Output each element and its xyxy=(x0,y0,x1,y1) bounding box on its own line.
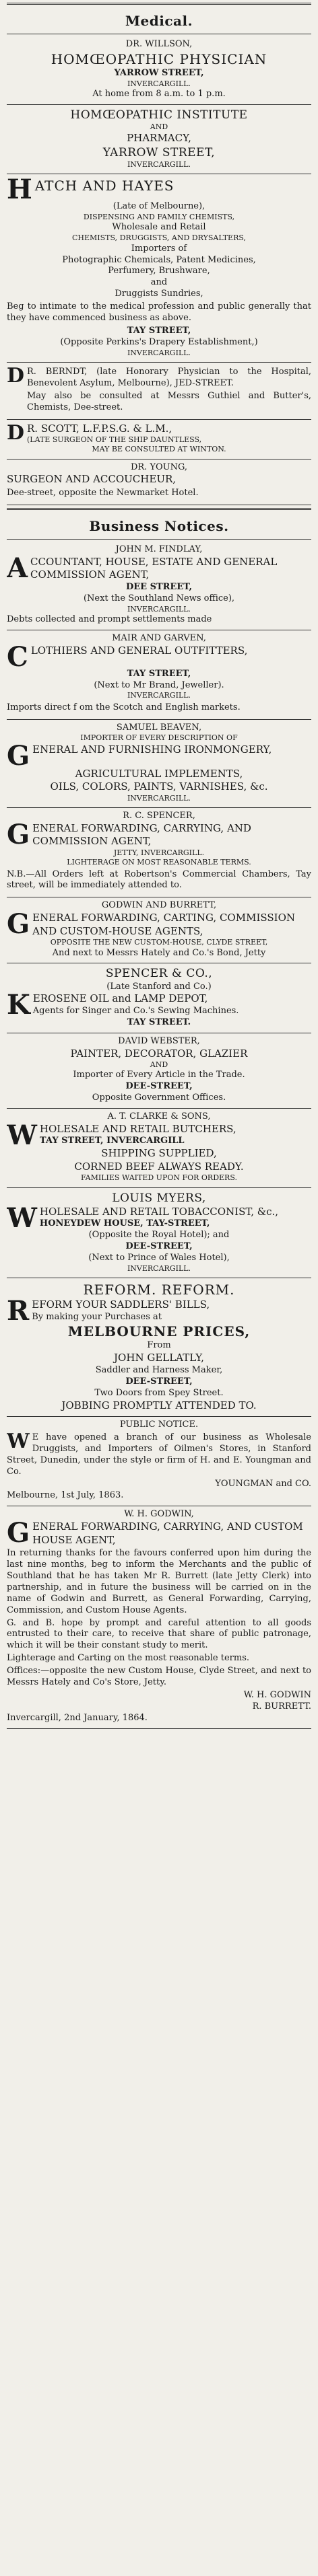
ad-title: ENERAL FORWARDING, CARTING, COMMISSION AND CUSTOM-HOUSE AGENTS, xyxy=(32,912,296,937)
ad-street: DEE-STREET, xyxy=(125,1241,193,1251)
ad-date: Invercargill, 2nd January, 1864. xyxy=(7,1712,148,1723)
ad-body: Debts collected and prompt settlements made xyxy=(7,614,212,624)
ad-signature: YOUNGMAN and CO. xyxy=(215,1479,311,1489)
ad-body: Beg to intimate to the medical profession and public generally that they have commenced business as above. xyxy=(7,301,311,323)
ad-body: Dee-street, opposite the Newmarket Hotel. xyxy=(7,487,199,498)
ad-street: TAY STREET, xyxy=(127,325,191,336)
ad-body: May also be consulted at Messrs Guthiel and Butter's, Chemists, Dee-street. xyxy=(27,390,311,412)
ad-street: DEE-STREET, xyxy=(125,1376,193,1387)
drop-cap: R xyxy=(7,1295,30,1327)
ad-line: And next to Messrs Hately and Co.'s Bond, Jetty xyxy=(52,947,266,958)
ad-street: YARROW STREET, xyxy=(102,145,216,159)
ad-clarke xyxy=(7,1109,311,1188)
ad-line: Saddler and Harness Maker, xyxy=(95,1364,223,1375)
drop-cap: H xyxy=(7,174,32,206)
divider xyxy=(7,539,311,540)
ad-line: Importer of Every Article in the Trade. xyxy=(73,1070,245,1080)
ad-name: DR. YOUNG, xyxy=(130,462,188,472)
ad-public-notice xyxy=(7,1417,311,1506)
ad-line: JETTY, INVERCARGILL. xyxy=(113,848,205,857)
ad-title: HOLESALE AND RETAIL TOBACCONIST, &c., xyxy=(39,1205,279,1218)
ad-body: Offices:—opposite the new Custom House, Clyde Street, and next to Messrs Hately and Co's Store, Jetty. xyxy=(7,1666,311,1687)
ad-line: MELBOURNE PRICES, xyxy=(67,1323,251,1340)
ad-line: CORNED BEEF ALWAYS READY. xyxy=(74,1160,244,1173)
drop-cap: G xyxy=(7,818,30,850)
ad-name: JOHN GELLATLY, xyxy=(114,1352,204,1364)
drop-cap: A xyxy=(7,552,28,584)
ad-line: Druggists Sundries, xyxy=(115,289,203,299)
ad-name: DR. WILLSON, xyxy=(125,39,193,49)
divider xyxy=(7,3,311,5)
ad-signature: W. H. GODWIN xyxy=(243,1689,311,1700)
ad-webster xyxy=(7,1033,311,1109)
ad-title: EFORM YOUR SADDLERS' BILLS, xyxy=(32,1298,210,1311)
ad-name: SPENCER & CO., xyxy=(105,967,213,981)
ad-scott xyxy=(7,420,311,459)
ad-town: INVERCARGILL. xyxy=(127,793,191,803)
ad-body: Imports direct f om the Scotch and English markets. xyxy=(7,702,241,712)
ad-heading: REFORM. REFORM. xyxy=(83,1282,235,1298)
ad-name: MAIR AND GARVEN, xyxy=(112,632,206,643)
ad-findlay xyxy=(7,542,311,630)
ad-line: (Late of Melbourne), xyxy=(113,201,205,212)
ad-line: (Late Stanford and Co.) xyxy=(106,981,212,992)
ad-title: CCOUNTANT, HOUSE, ESTATE AND GENERAL COMMISSION AGENT, xyxy=(30,555,278,581)
ad-street: YARROW STREET, xyxy=(114,67,204,78)
drop-cap: W xyxy=(7,1202,37,1234)
ad-line: HONEYDEW HOUSE, TAY-STREET, xyxy=(39,1218,210,1229)
ad-street: DEE-STREET, xyxy=(125,1081,193,1092)
ad-title: R. SCOTT, L.F.P.S.G. & L.M., xyxy=(27,422,172,435)
ad-godwin-burrett xyxy=(7,897,311,963)
section-heading-medical: Medical. xyxy=(125,13,193,29)
ad-line: CHEMISTS, DRUGGISTS, AND DRYSALTERS, xyxy=(71,233,247,243)
ad-body: N.B.—All Orders left at Robertson's Commercial Chambers, Tay street, will be immediately attended to. xyxy=(7,869,311,891)
ad-name: LOUIS MYERS, xyxy=(112,1191,206,1205)
ad-berndt xyxy=(7,363,311,420)
ad-line: By making your Purchases at xyxy=(32,1311,162,1322)
ad-town: INVERCARGILL. xyxy=(127,604,191,614)
ad-street: DEE STREET, xyxy=(125,581,193,592)
ad-title: LOTHIERS AND GENERAL OUTFITTERS, xyxy=(30,644,248,657)
ad-reform xyxy=(7,1278,311,1417)
ad-heading: PUBLIC NOTICE. xyxy=(119,1420,199,1430)
ad-line: (Opposite Perkins's Drapery Establishment,) xyxy=(60,336,258,347)
ad-signature: R. BURRETT. xyxy=(252,1701,311,1712)
ad-date: Melbourne, 1st July, 1863. xyxy=(7,1490,124,1501)
ad-title: HOLESALE AND RETAIL BUTCHERS, xyxy=(39,1122,236,1135)
ad-line: Importers of xyxy=(131,243,187,254)
section-heading-business: Business Notices. xyxy=(89,517,229,534)
ad-line: AND xyxy=(150,122,168,132)
ad-line: LIGHTERAGE ON MOST REASONABLE TERMS. xyxy=(67,858,251,867)
ad-myers xyxy=(7,1188,311,1278)
ad-town: INVERCARGILL. xyxy=(127,1263,191,1273)
ad-beaven xyxy=(7,720,311,808)
ad-title: EROSENE OIL and LAMP DEPOT, xyxy=(32,992,208,1005)
ad-line: OILS, COLORS, PAINTS, VARNISHES, &c. xyxy=(50,780,268,793)
ad-line: (Next to Prince of Wales Hotel), xyxy=(88,1252,230,1263)
ad-spencer xyxy=(7,808,311,897)
ad-town: INVERCARGILL. xyxy=(127,691,191,700)
ad-line: Opposite Government Offices. xyxy=(92,1093,226,1103)
ad-street: TAY STREET, xyxy=(127,668,191,679)
drop-cap: G xyxy=(7,908,30,941)
ad-line: SHIPPING SUPPLIED, xyxy=(101,1147,217,1160)
drop-cap: G xyxy=(7,739,30,772)
ad-line: FAMILIES WAITED UPON FOR ORDERS. xyxy=(81,1173,237,1183)
ad-willson xyxy=(7,36,311,105)
ad-title: HOMŒOPATHIC INSTITUTE xyxy=(70,108,248,122)
ad-title: ENERAL FORWARDING, CARRYING, AND COMMISSION AGENT, xyxy=(32,821,251,848)
ad-line: OPPOSITE THE NEW CUSTOM-HOUSE, CLYDE STREET, xyxy=(50,938,268,947)
ad-line: AGRICULTURAL IMPLEMENTS, xyxy=(75,767,243,780)
ad-line: (Next the Southland News office), xyxy=(83,593,235,603)
drop-cap: D xyxy=(7,363,25,388)
drop-cap: C xyxy=(7,640,28,673)
ad-line: From xyxy=(147,1340,171,1351)
ad-line: Wholesale and Retail xyxy=(112,222,206,233)
ad-body: G. and B. hope by prompt and careful attention to all goods entrusted to their care, to receive that share of public patronage, which it will be their constant study to merit. xyxy=(7,1617,311,1651)
ad-mair-garven xyxy=(7,630,311,720)
ad-body: R. BERNDT, (late Honorary Physician to the Hospital, Benevolent Asylum, Melbourne), JED-STREET. xyxy=(27,366,311,388)
ad-title: ENERAL AND FURNISHING IRONMONGERY, xyxy=(32,743,272,756)
ad-name: JOHN M. FINDLAY, xyxy=(115,544,203,554)
ad-line: IMPORTER OF EVERY DESCRIPTION OF xyxy=(80,733,238,743)
ad-name: W. H. GODWIN, xyxy=(124,1509,194,1520)
ad-title: SURGEON AND ACCOUCHEUR, xyxy=(7,473,177,486)
drop-cap: W xyxy=(7,1119,37,1151)
drop-cap: K xyxy=(7,989,30,1021)
ad-line: (Next to Mr Brand, Jeweller). xyxy=(94,679,224,690)
ad-line: Two Doors from Spey Street. xyxy=(94,1387,224,1398)
ad-line: MAY BE CONSULTED AT WINTON. xyxy=(92,445,226,454)
ad-line: PHARMACY, xyxy=(127,132,191,145)
ad-town: INVERCARGILL. xyxy=(127,79,191,88)
ad-young xyxy=(7,459,311,505)
ad-title: ATCH AND HAYES xyxy=(34,178,174,194)
ad-title: PAINTER, DECORATOR, GLAZIER xyxy=(70,1047,248,1060)
ad-line: (LATE SURGEON OF THE SHIP DAUNTLESS, xyxy=(27,435,202,444)
drop-cap: W xyxy=(7,1429,30,1453)
ad-name: A. T. CLARKE & SONS, xyxy=(107,1111,211,1122)
ad-line: Photographic Chemicals, Patent Medicines, xyxy=(62,254,256,265)
newspaper-column xyxy=(7,0,311,2563)
ad-town: INVERCARGILL. xyxy=(127,348,191,357)
ad-street: TAY STREET. xyxy=(127,1017,191,1027)
drop-cap: G xyxy=(7,1517,30,1549)
ad-line: JOBBING PROMPTLY ATTENDED TO. xyxy=(61,1399,257,1411)
divider xyxy=(7,508,311,510)
ad-h-godwin xyxy=(7,1506,311,1728)
ad-body: In returning thanks for the favours conferred upon him during the last nine months, beg to inform the Merchants and the public of Southland that he has taken Mr R. Burrett (late Jetty Clerk) into partnership, and in future the business will be carried on in the name of Godwin and Burrett, as General Forwarding, Carrying, Commission, and Custom House Agents. xyxy=(7,1548,311,1615)
ad-name: SAMUEL BEAVEN, xyxy=(116,722,202,733)
ad-institute xyxy=(7,105,311,174)
ad-line: (Opposite the Royal Hotel); and xyxy=(88,1230,230,1241)
ad-name: DAVID WEBSTER, xyxy=(118,1035,200,1046)
ad-name: R. C. SPENCER, xyxy=(123,811,195,821)
ad-line: Agents for Singer and Co.'s Sewing Machines. xyxy=(32,1005,239,1016)
ad-name: GODWIN AND BURRETT, xyxy=(101,900,217,911)
ad-line: Perfumery, Brushware, xyxy=(108,266,210,277)
ad-line: DISPENSING AND FAMILY CHEMISTS, xyxy=(83,213,235,222)
drop-cap: D xyxy=(7,420,25,445)
ad-hatch-hayes xyxy=(7,174,311,363)
ad-line: TAY STREET, INVERCARGILL xyxy=(39,1136,185,1146)
ad-town: INVERCARGILL. xyxy=(127,159,191,169)
ad-title: HOMŒOPATHIC PHYSICIAN xyxy=(51,50,267,67)
ad-spencer-co xyxy=(7,963,311,1033)
ad-title: ENERAL FORWARDING, CARRYING, AND CUSTOM HOUSE AGENT, xyxy=(32,1520,303,1546)
ad-line: AND xyxy=(150,1060,168,1070)
ad-body: E have opened a branch of our business as Wholesale Druggists, and Importers of Oilmen's Stores, in Stanford Street, Dunedin, under the style or firm of H. and E. Youngman and Co. xyxy=(7,1432,311,1477)
ad-line: and xyxy=(150,277,168,288)
ad-body: Lighterage and Carting on the most reasonable terms. xyxy=(7,1653,249,1664)
ad-hours: At home from 8 a.m. to 1 p.m. xyxy=(92,89,226,100)
